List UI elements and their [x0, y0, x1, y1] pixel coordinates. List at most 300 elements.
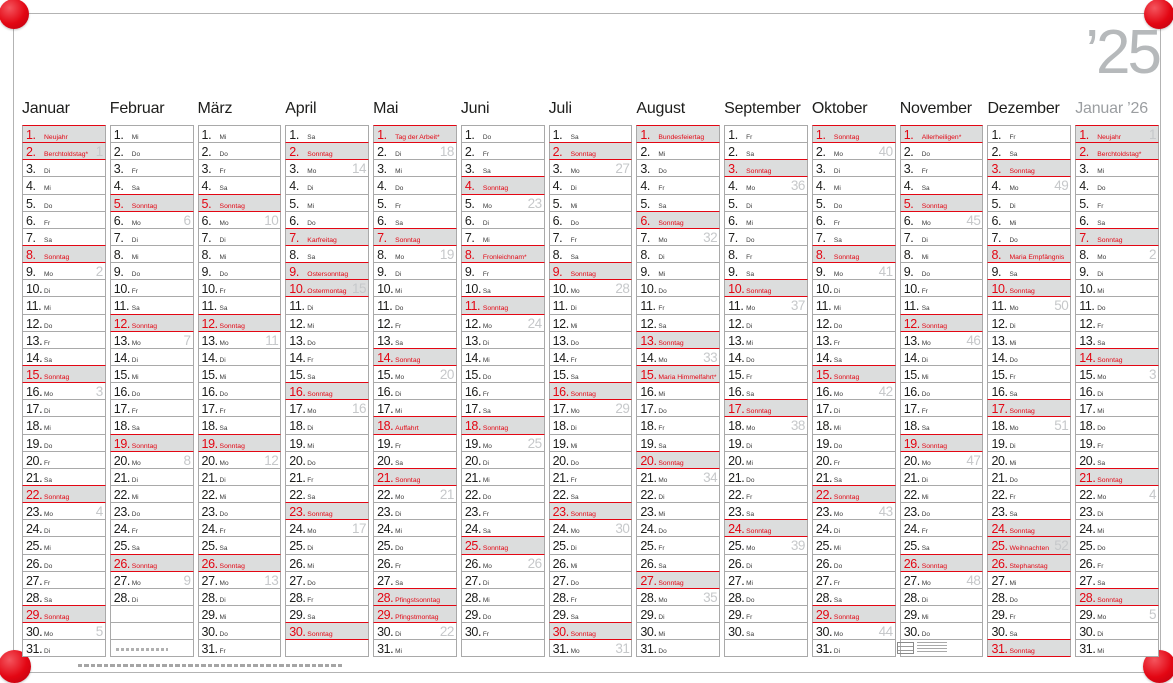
- day-cell: [110, 519, 194, 537]
- weekday-label: Mi: [746, 459, 753, 467]
- day-number: 4.: [1079, 179, 1089, 194]
- day-cell: [198, 245, 282, 263]
- sunday-cell: [987, 639, 1071, 657]
- day-cell: [636, 502, 720, 520]
- weekday-label: Mi: [307, 442, 315, 450]
- day-number: 1.: [640, 128, 650, 142]
- holiday-label: Stephanstag: [1009, 562, 1048, 570]
- weekday-label: Di: [1009, 202, 1016, 210]
- week-number: 10: [264, 212, 279, 228]
- day-number: 19.: [113, 436, 130, 451]
- day-cell: [636, 399, 720, 417]
- day-cell: [461, 194, 545, 212]
- weekday-label: Di: [921, 476, 928, 484]
- day-number: 20.: [991, 453, 1008, 468]
- day-cell: [1075, 485, 1159, 503]
- day-cell: [285, 434, 369, 452]
- day-cell: [724, 451, 808, 469]
- day-number: 23.: [26, 505, 43, 520]
- day-number: 15.: [464, 367, 482, 382]
- weekday-label: Mi: [570, 322, 578, 330]
- day-number: 12.: [728, 316, 745, 331]
- weekday-label: Do: [921, 151, 930, 159]
- weekday-label: Do: [746, 236, 755, 244]
- day-number: 19.: [464, 436, 482, 451]
- week-number: 18: [439, 144, 454, 160]
- day-cell: [900, 279, 984, 297]
- day-number: 11.: [1079, 299, 1095, 314]
- day-number: 19.: [26, 436, 43, 451]
- weekday-label: Sa: [307, 253, 316, 261]
- day-cell: [373, 536, 457, 554]
- day-cell: [22, 194, 106, 212]
- weekday-label: Di: [219, 476, 226, 484]
- day-cell: [198, 365, 282, 383]
- day-cell: [22, 211, 106, 229]
- day-number: 4.: [464, 179, 475, 194]
- day-cell: [900, 605, 984, 623]
- holiday-cell: [285, 228, 369, 246]
- day-cell: [636, 279, 720, 297]
- weekday-label: Mo: [131, 459, 141, 467]
- day-cell: [987, 622, 1071, 640]
- day-number: 15.: [26, 367, 43, 382]
- weekday-label: Mo: [219, 219, 229, 227]
- weekday-label: Mo: [833, 391, 843, 399]
- sunday-cell: [724, 519, 808, 537]
- day-number: 21.: [552, 470, 569, 485]
- day-number: 8.: [377, 247, 387, 262]
- day-cell: [285, 468, 369, 486]
- day-cell: [636, 314, 720, 332]
- month-header-13: Januar ’26: [1075, 100, 1148, 117]
- day-number: 7.: [815, 230, 826, 245]
- day-number: 22.: [377, 487, 394, 502]
- day-cell: [22, 176, 106, 194]
- day-cell: [636, 519, 720, 537]
- week-number: 1: [1148, 127, 1156, 142]
- day-cell: [22, 382, 106, 400]
- day-number: 10.: [640, 282, 657, 297]
- day-number: 16.: [26, 385, 43, 400]
- holiday-label: Sonntag: [1009, 288, 1035, 296]
- week-number: 28: [615, 281, 630, 297]
- day-number: 29.: [728, 607, 745, 622]
- day-cell: [461, 605, 545, 623]
- weekday-label: Di: [570, 545, 577, 553]
- holiday-cell: [987, 536, 1071, 554]
- weekday-label: Di: [658, 613, 665, 621]
- day-number: 17.: [289, 402, 306, 417]
- day-number: 12.: [26, 316, 43, 331]
- day-cell: [198, 416, 282, 434]
- day-number: 25.: [464, 539, 482, 554]
- day-number: 10.: [464, 282, 482, 297]
- holiday-label: Sonntag: [570, 391, 596, 399]
- day-number: 24.: [113, 522, 130, 537]
- holiday-cell: [285, 279, 369, 297]
- day-cell: [198, 639, 282, 657]
- day-number: 24.: [201, 522, 218, 537]
- day-cell: [110, 571, 194, 589]
- day-number: 7.: [464, 230, 475, 245]
- weekday-label: Mo: [307, 408, 317, 416]
- weekday-label: Mi: [658, 151, 666, 159]
- month-header-2: Februar: [109, 100, 165, 117]
- month-column-6: [461, 99, 545, 656]
- day-cell: [22, 622, 106, 640]
- weekday-label: Sa: [1009, 631, 1018, 639]
- weekday-label: Do: [570, 339, 579, 347]
- day-number: 17.: [113, 402, 130, 417]
- day-cell: [549, 605, 633, 623]
- day-number: 26.: [728, 556, 745, 571]
- day-cell: [636, 245, 720, 263]
- day-number: 19.: [640, 436, 657, 451]
- day-cell: [812, 588, 896, 606]
- weekday-label: Di: [833, 648, 841, 656]
- weekday-label: Fr: [395, 202, 402, 210]
- weekday-label: Mi: [1097, 168, 1105, 176]
- day-cell: [900, 416, 984, 434]
- day-cell: [987, 365, 1071, 383]
- day-number: 5.: [728, 196, 738, 211]
- empty-cell: [461, 639, 545, 657]
- weekday-label: Sa: [570, 134, 579, 141]
- weekday-label: Mi: [219, 134, 227, 141]
- day-number: 14.: [1079, 350, 1096, 365]
- day-number: 25.: [1079, 539, 1096, 554]
- weekday-label: Mo: [1009, 425, 1019, 433]
- day-number: 7.: [377, 230, 387, 245]
- weekday-label: Di: [395, 631, 402, 639]
- empty-cell: [110, 605, 194, 623]
- day-number: 18.: [728, 419, 745, 434]
- weekday-label: Sa: [658, 442, 667, 450]
- day-cell: [461, 348, 545, 366]
- weekday-label: Do: [833, 562, 843, 570]
- day-cell: [198, 382, 282, 400]
- weekday-label: Mi: [307, 322, 315, 330]
- day-cell: [549, 194, 633, 212]
- day-cell: [636, 176, 720, 194]
- day-number: 12.: [201, 316, 218, 331]
- day-cell: [812, 262, 896, 280]
- weekday-label: Sa: [746, 511, 755, 519]
- holiday-label: Sonntag: [131, 442, 158, 450]
- day-number: 28.: [201, 590, 218, 605]
- day-cell: [461, 159, 545, 177]
- day-cell: [636, 485, 720, 503]
- weekday-label: Mo: [131, 219, 141, 227]
- day-number: 27.: [26, 573, 43, 588]
- weekday-label: Do: [395, 185, 404, 193]
- day-cell: [900, 296, 984, 314]
- month-column-7: [549, 99, 633, 656]
- holiday-label: Sonntag: [219, 322, 245, 330]
- weekday-label: Fr: [219, 408, 226, 416]
- day-number: 27.: [991, 573, 1008, 588]
- week-number: 3: [1148, 366, 1156, 382]
- weekday-label: Mi: [482, 356, 490, 364]
- day-number: 9.: [552, 265, 563, 280]
- week-number: 41: [878, 264, 893, 280]
- weekday-label: Di: [1097, 271, 1104, 279]
- day-number: 28.: [289, 590, 306, 605]
- day-number: 25.: [377, 539, 394, 554]
- day-cell: [812, 399, 896, 417]
- day-cell: [900, 502, 984, 520]
- sunday-cell: [22, 365, 106, 383]
- day-cell: [22, 519, 106, 537]
- day-number: 18.: [640, 419, 657, 434]
- sunday-cell: [812, 125, 896, 143]
- holiday-label: Weihnachten: [1009, 545, 1050, 553]
- day-number: 28.: [377, 590, 394, 605]
- day-number: 20.: [289, 453, 306, 468]
- weekday-label: Mi: [482, 476, 490, 484]
- holiday-label: Sonntag: [307, 631, 333, 639]
- day-number: 30.: [991, 625, 1008, 640]
- day-number: 1.: [377, 128, 387, 142]
- year-logo: ’25: [1085, 18, 1159, 87]
- day-cell: [987, 228, 1071, 246]
- day-number: 27.: [1079, 573, 1096, 588]
- day-number: 25.: [903, 539, 920, 554]
- weekday-label: Mo: [1097, 373, 1107, 381]
- week-number: 13: [264, 572, 279, 588]
- day-number: 14.: [552, 350, 569, 365]
- weekday-label: Do: [921, 631, 930, 639]
- weekday-label: Fr: [658, 425, 665, 433]
- day-cell: [900, 262, 984, 280]
- weekday-label: Fr: [482, 511, 489, 519]
- day-cell: [812, 571, 896, 589]
- weekday-label: Sa: [219, 425, 228, 433]
- weekday-label: Do: [746, 356, 755, 364]
- day-cell: [373, 399, 457, 417]
- sunday-cell: [22, 605, 106, 623]
- weekday-label: Sa: [570, 253, 579, 261]
- day-number: 28.: [552, 590, 569, 605]
- day-number: 7.: [991, 230, 1002, 245]
- weekday-label: Di: [1097, 631, 1104, 639]
- weekday-label: Mo: [746, 185, 756, 193]
- day-cell: [900, 451, 984, 469]
- weekday-label: Mi: [570, 562, 578, 570]
- month-column-9: [724, 99, 808, 656]
- holiday-cell: [900, 125, 984, 143]
- weekday-label: Di: [307, 185, 314, 193]
- weekday-label: Sa: [1097, 219, 1106, 227]
- day-number: 14.: [728, 350, 745, 365]
- weekday-label: Mo: [658, 236, 668, 244]
- weekday-label: Mi: [307, 562, 315, 570]
- weekday-label: Sa: [131, 545, 140, 553]
- holiday-label: Sonntag: [1097, 596, 1123, 604]
- day-cell: [900, 536, 984, 554]
- weekday-label: Mo: [1097, 613, 1107, 621]
- weekday-label: Sa: [1097, 459, 1106, 467]
- day-cell: [724, 314, 808, 332]
- day-number: 3.: [815, 162, 826, 177]
- day-cell: [461, 519, 545, 537]
- day-number: 24.: [640, 522, 657, 537]
- weekday-label: Fr: [395, 442, 402, 450]
- day-number: 8.: [728, 247, 738, 262]
- day-cell: [812, 176, 896, 194]
- weekday-label: Di: [44, 408, 51, 416]
- day-cell: [900, 468, 984, 486]
- sunday-cell: [1075, 348, 1159, 366]
- day-cell: [987, 382, 1071, 400]
- day-number: 17.: [464, 402, 482, 417]
- day-cell: [1075, 502, 1159, 520]
- weekday-label: Mi: [833, 545, 841, 553]
- day-number: 28.: [991, 590, 1008, 605]
- weekday-label: Do: [833, 322, 843, 330]
- day-number: 11.: [552, 299, 568, 314]
- fsc-certification-icon: [897, 642, 914, 654]
- day-number: 12.: [815, 316, 833, 331]
- day-cell: [1075, 605, 1159, 623]
- day-cell: [110, 331, 194, 349]
- day-cell: [724, 245, 808, 263]
- day-number: 19.: [289, 436, 306, 451]
- week-number: 30: [615, 521, 630, 537]
- sunday-cell: [549, 142, 633, 160]
- weekday-label: Mi: [395, 288, 402, 296]
- day-number: 8.: [289, 247, 299, 262]
- day-number: 2.: [289, 145, 299, 160]
- day-cell: [987, 588, 1071, 606]
- weekday-label: Do: [658, 288, 667, 296]
- day-number: 14.: [113, 350, 130, 365]
- weekday-label: Mi: [219, 373, 227, 381]
- day-cell: [373, 382, 457, 400]
- weekday-label: Do: [1097, 545, 1106, 553]
- holiday-label: Neujahr: [1097, 134, 1122, 141]
- day-cell: [549, 588, 633, 606]
- day-number: 15.: [640, 367, 657, 382]
- day-number: 14.: [991, 350, 1008, 365]
- weekday-label: Fr: [658, 305, 665, 313]
- day-number: 15.: [201, 367, 218, 382]
- day-number: 26.: [464, 556, 482, 571]
- month-header-7: Juli: [548, 100, 572, 117]
- day-cell: [1075, 639, 1159, 657]
- weekday-label: Mo: [570, 168, 580, 176]
- day-number: 5.: [26, 196, 36, 211]
- day-cell: [110, 416, 194, 434]
- day-number: 26.: [1079, 556, 1096, 571]
- day-number: 3.: [991, 162, 1002, 177]
- week-number: 29: [615, 401, 630, 417]
- sunday-cell: [198, 314, 282, 332]
- weekday-label: Sa: [44, 476, 52, 484]
- day-number: 19.: [728, 436, 745, 451]
- holiday-label: Sonntag: [482, 185, 509, 193]
- day-cell: [812, 519, 896, 537]
- day-cell: [636, 228, 720, 246]
- weekday-label: Di: [833, 408, 841, 416]
- day-cell: [987, 314, 1071, 332]
- weekday-label: Fr: [746, 134, 753, 141]
- weekday-label: Mi: [570, 202, 578, 210]
- day-cell: [373, 485, 457, 503]
- holiday-label: Sonntag: [570, 151, 596, 159]
- day-number: 16.: [815, 385, 833, 400]
- day-cell: [373, 519, 457, 537]
- weekday-label: Fr: [570, 236, 577, 244]
- weekday-label: Di: [921, 596, 928, 604]
- day-number: 19.: [201, 436, 218, 451]
- day-cell: [636, 159, 720, 177]
- sunday-cell: [549, 262, 633, 280]
- day-cell: [373, 279, 457, 297]
- day-cell: [22, 348, 106, 366]
- week-number: 46: [966, 332, 981, 348]
- day-number: 2.: [991, 145, 1002, 160]
- day-number: 19.: [903, 436, 920, 451]
- week-number: 43: [878, 504, 893, 520]
- day-number: 26.: [377, 556, 394, 571]
- day-cell: [724, 348, 808, 366]
- weekday-label: Do: [131, 511, 141, 519]
- sunday-cell: [636, 211, 720, 229]
- day-cell: [724, 331, 808, 349]
- day-number: 13.: [728, 333, 745, 348]
- day-cell: [198, 451, 282, 469]
- weekday-label: Mi: [307, 202, 315, 210]
- day-cell: [636, 434, 720, 452]
- weekday-label: Sa: [44, 356, 52, 364]
- weekday-label: Sa: [921, 545, 930, 553]
- weekday-label: Di: [921, 356, 928, 364]
- day-number: 22.: [903, 487, 920, 502]
- weekday-label: Do: [570, 219, 579, 227]
- weekday-label: Do: [833, 202, 843, 210]
- day-number: 6.: [113, 213, 124, 228]
- day-number: 17.: [815, 402, 833, 417]
- day-number: 6.: [991, 213, 1002, 228]
- day-number: 19.: [815, 436, 833, 451]
- day-cell: [724, 571, 808, 589]
- weekday-label: Sa: [307, 373, 316, 381]
- weekday-label: Do: [570, 579, 579, 587]
- day-cell: [636, 262, 720, 280]
- weekday-label: Mi: [1097, 648, 1105, 656]
- weekday-label: Di: [482, 459, 489, 467]
- month-column-8: [636, 99, 720, 656]
- day-cell: [461, 571, 545, 589]
- day-cell: [110, 348, 194, 366]
- month-header-10: Oktober: [811, 100, 868, 117]
- week-number: 6: [183, 212, 191, 228]
- weekday-label: Do: [219, 271, 228, 279]
- sunday-cell: [198, 554, 282, 572]
- day-cell: [110, 125, 194, 143]
- weekday-label: Mi: [921, 373, 929, 381]
- day-cell: [987, 416, 1071, 434]
- weekday-label: Sa: [833, 236, 842, 244]
- day-number: 28.: [815, 590, 833, 605]
- day-cell: [22, 331, 106, 349]
- day-number: 9.: [377, 265, 387, 280]
- holiday-label: Sonntag: [219, 202, 245, 210]
- day-number: 30.: [640, 625, 657, 640]
- day-number: 12.: [464, 316, 482, 331]
